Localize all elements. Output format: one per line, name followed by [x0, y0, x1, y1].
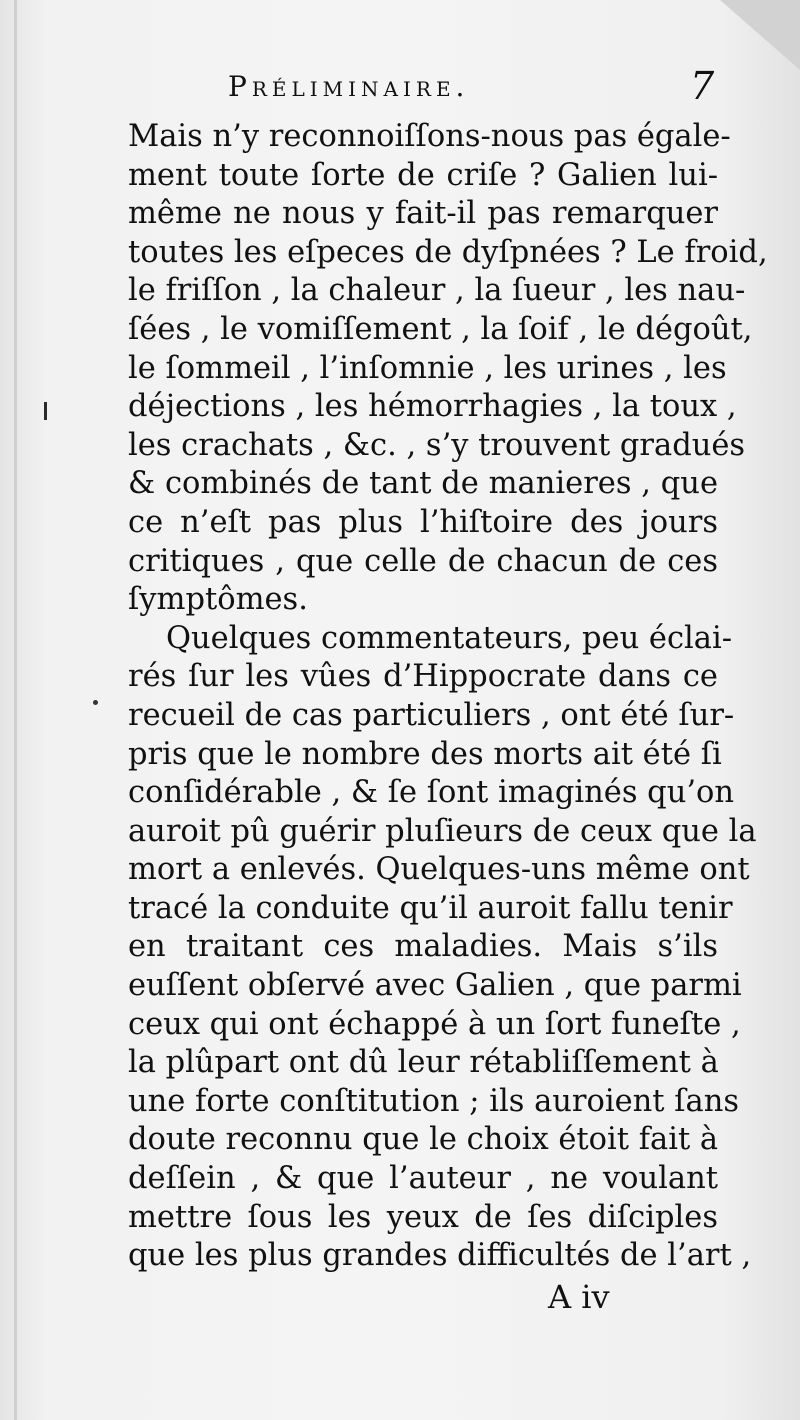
text-line: le friſſon , la chaleur , la ſueur , les nau- [128, 273, 746, 309]
text-line: ment toute ſorte de criſe ? Galien lui- [128, 157, 718, 193]
text-line: déjections , les hémorrhagies , la toux , [128, 389, 737, 425]
text-line: ſymptômes. [128, 582, 308, 618]
text-line: en traitant ces maladies. Mais s’ils [128, 929, 718, 965]
page-number: 7 [690, 64, 715, 108]
text-line: la plûpart ont dû leur rétabliſſement à [128, 1045, 719, 1081]
text-line: toutes les eſpeces de dyſpnées ? Le froid, [128, 234, 768, 270]
text-line: & combinés de tant de manieres , que [128, 466, 718, 502]
text-line: pris que le nombre des morts ait été ſi [128, 736, 722, 772]
margin-dot [93, 700, 98, 705]
text-line: rés ſur les vûes d’Hippocrate dans ce [128, 659, 718, 695]
text-line: deſſein , & que l’auteur , ne voulant [128, 1161, 718, 1197]
running-head: Préliminaire. [228, 70, 470, 103]
text-line: ce n’eſt pas plus l’hiſtoire des jours [128, 504, 718, 540]
page-edge [14, 0, 17, 1420]
text-line: Quelques commentateurs, peu éclai- [166, 620, 733, 656]
text-line: que les plus grandes difficultés de l’art , [128, 1238, 752, 1274]
page-header [228, 64, 728, 114]
margin-mark [44, 402, 47, 420]
text-line: ceux qui ont échappé à un ſort funeſte , [128, 1006, 741, 1042]
text-line: Mais n’y reconnoiſſons-nous pas égale- [128, 119, 731, 154]
body-text [128, 118, 768, 1276]
text-line: euſſent obſervé avec Galien , que parmi [128, 968, 742, 1004]
text-line: les crachats , &c. , s’y trouvent gradués [128, 427, 746, 463]
text-line: même ne nous y fait-il pas remarquer [128, 196, 718, 232]
text-line: mettre ſous les yeux de ſes diſciples [128, 1199, 718, 1235]
text-line: recueil de cas particuliers , ont été ſur- [128, 697, 735, 733]
text-line: tracé la conduite qu’il auroit fallu tenir [128, 890, 733, 926]
page-corner [720, 0, 800, 70]
text-line: auroit pû guérir pluſieurs de ceux que la [128, 813, 757, 849]
text-line: doute reconnu que le choix étoit fait à [128, 1122, 719, 1158]
text-line: ſées , le vomiſſement , la ſoif , le dégoût, [128, 311, 753, 347]
text-line: critiques , que celle de chacun de ces [128, 543, 718, 579]
signature-mark: A iv [548, 1278, 610, 1316]
text-line: une forte conſtitution ; ils auroient ſans [128, 1083, 740, 1119]
text-line: le ſommeil , l’inſomnie , les urines , les [128, 350, 727, 386]
text-line: conſidérable , & ſe ſont imaginés qu’on [128, 775, 735, 811]
text-line: mort a enlevés. Quelques-uns même ont [128, 852, 750, 888]
